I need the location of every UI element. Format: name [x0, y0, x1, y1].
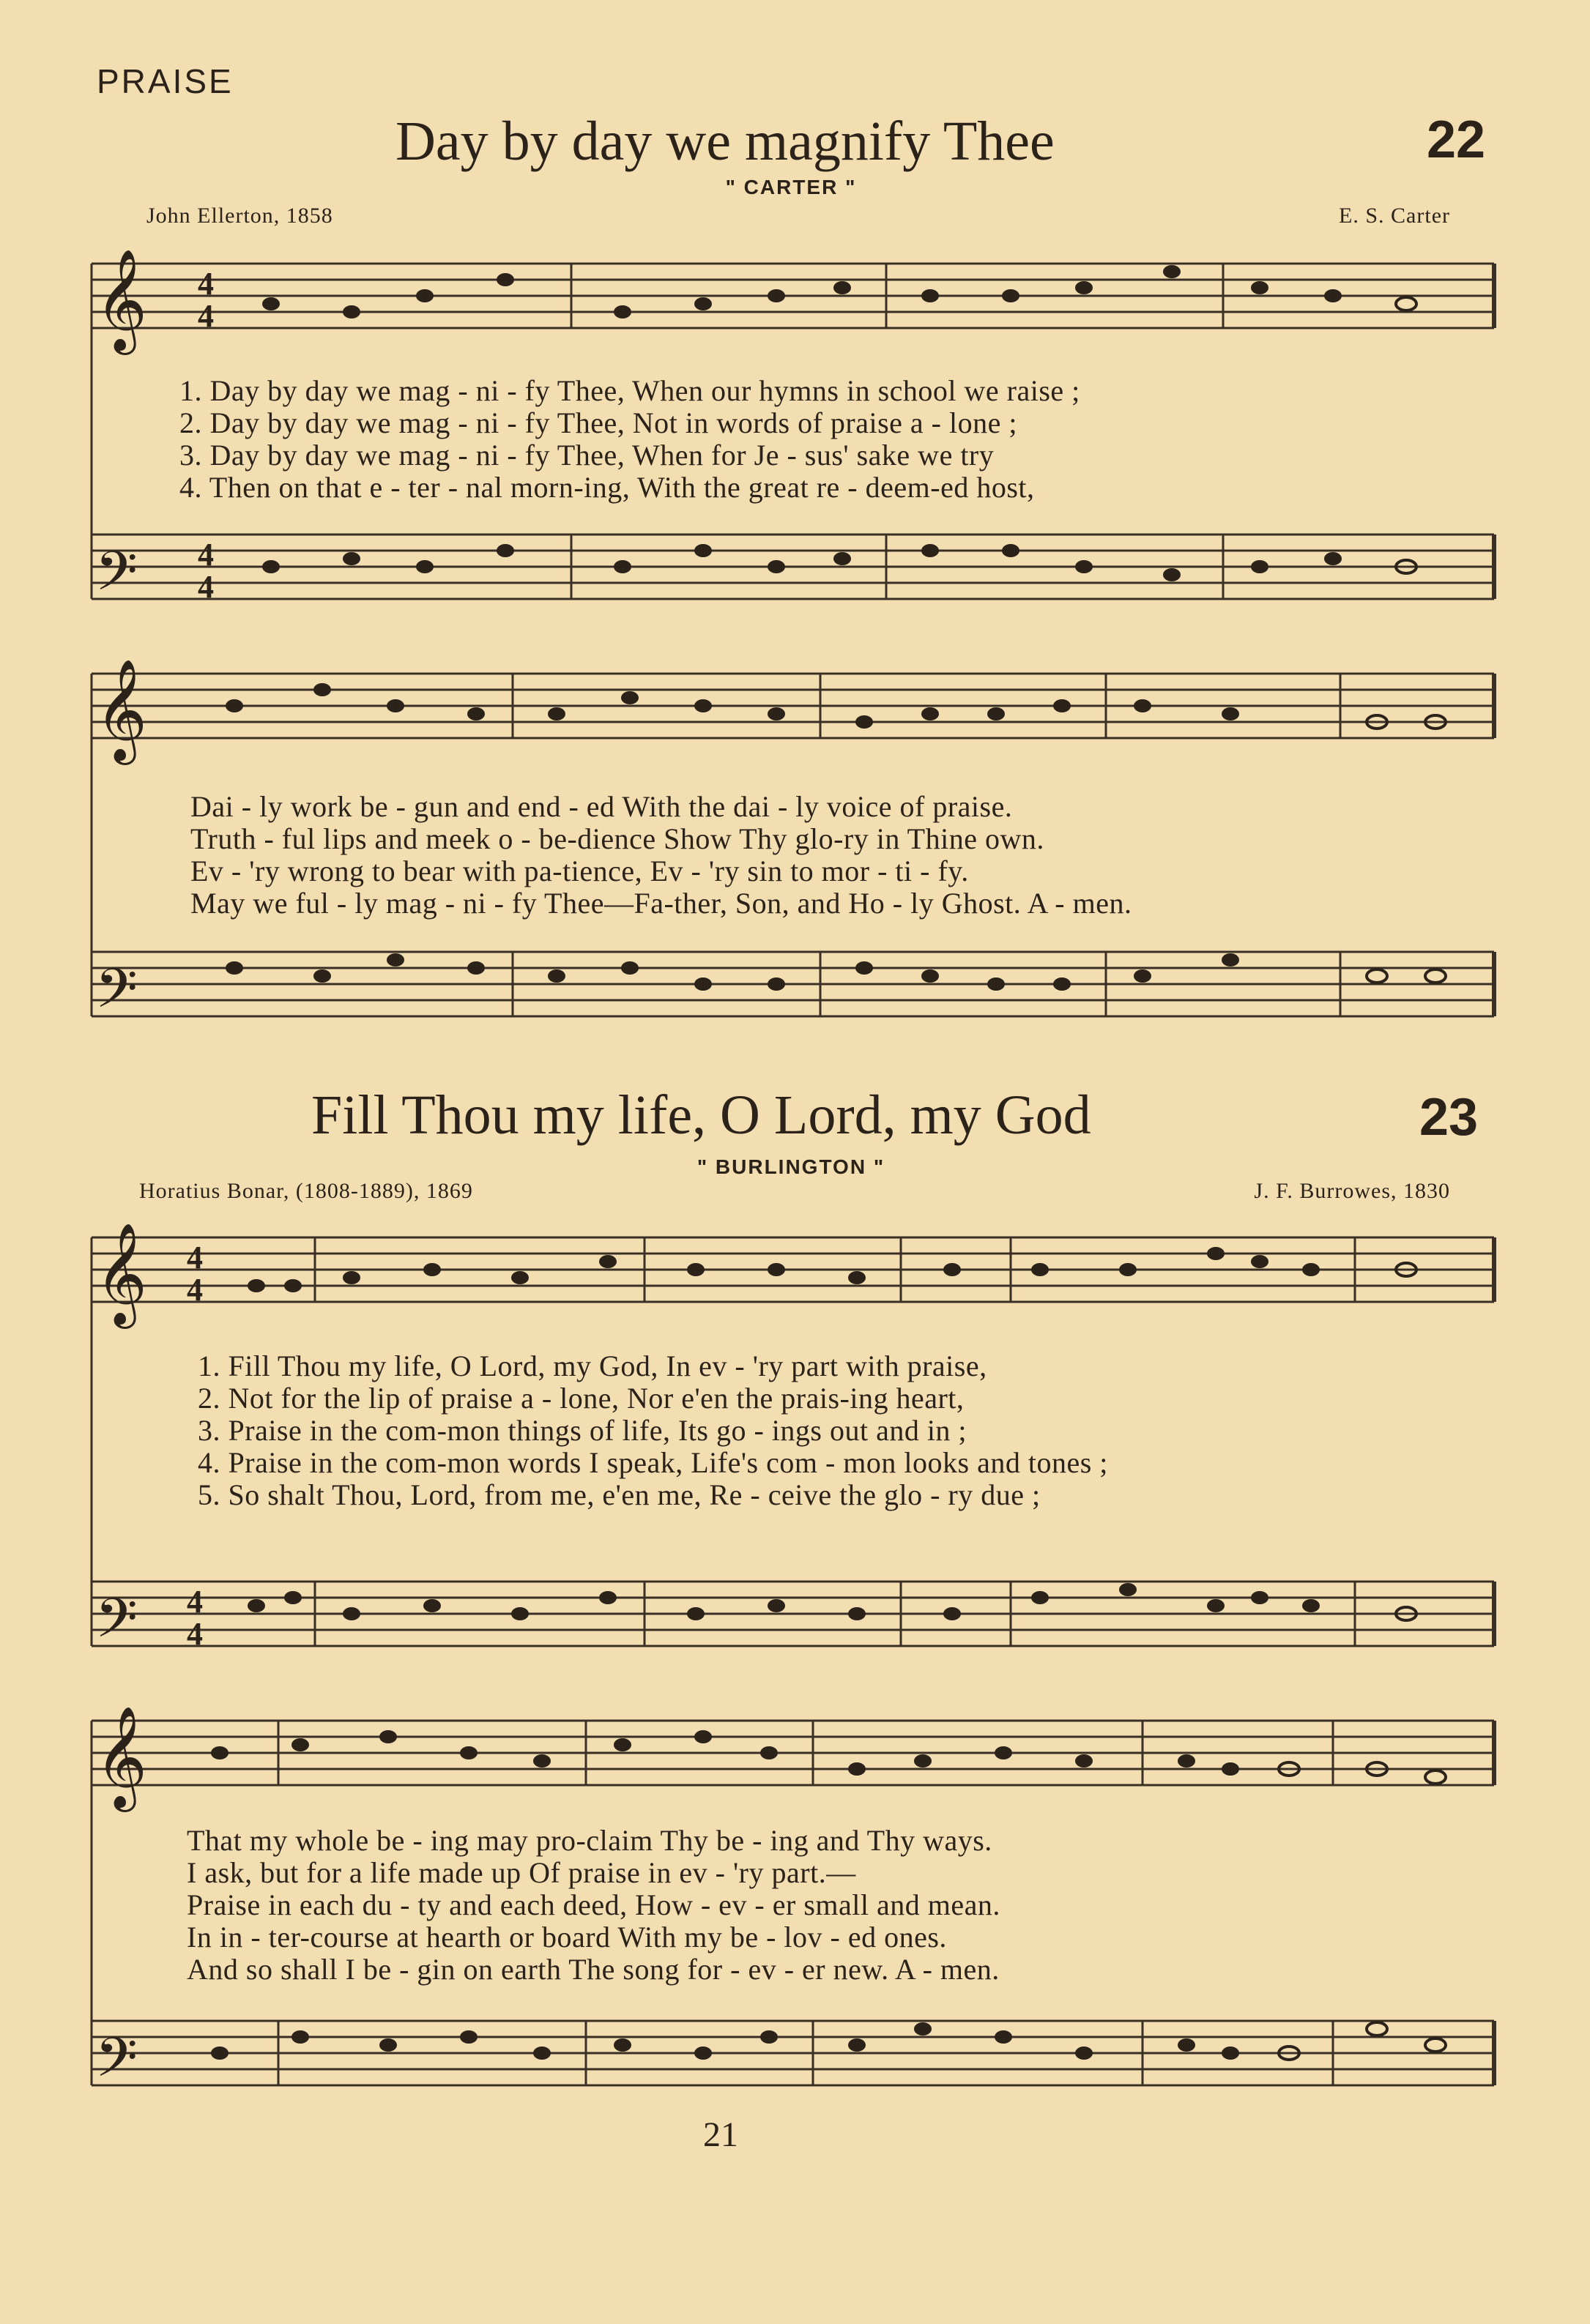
verse-line-4b: In in - ter-course at hearth or board With my be - lov - ed ones. [187, 1921, 947, 1954]
svg-text:4: 4 [187, 1584, 203, 1620]
verse-line-4b: May we ful - ly mag - ni - fy Thee—Fa-ther, Son, and Ho - ly Ghost. A - men. [190, 887, 1132, 920]
music-credit: J. F. Burrowes, 1830 [1254, 1179, 1450, 1203]
verse-line-3b: Ev - 'ry wrong to bear with pa-tience, Ev - 'ry sin to mor - ti - fy. [190, 854, 969, 887]
svg-text:4: 4 [187, 1616, 203, 1652]
verse-line-3a: 3. Day by day we mag - ni - fy Thee, When for Je - sus' sake we try [179, 439, 995, 472]
svg-text:4: 4 [198, 537, 214, 573]
svg-text:𝄞: 𝄞 [95, 1706, 147, 1808]
verse-line-5b: And so shall I be - gin on earth The song for - ev - er new. A - men. [187, 1953, 1000, 1986]
verse-line-4a: 4. Praise in the com-mon words I speak, Life's com - mon looks and tones ; [198, 1446, 1108, 1479]
words-credit: Horatius Bonar, (1808-1889), 1869 [139, 1179, 473, 1203]
words-credit: John Ellerton, 1858 [146, 204, 333, 228]
verse-line-2b: Truth - ful lips and meek o - be-dience Show Thy glo-ry in Thine own. [190, 822, 1044, 855]
section-label: PRAISE [97, 62, 234, 100]
svg-text:𝄢: 𝄢 [95, 1587, 138, 1664]
svg-text:𝄞: 𝄞 [95, 659, 147, 761]
music-credit: E. S. Carter [1339, 204, 1450, 228]
svg-text:4: 4 [187, 1272, 203, 1308]
svg-text:𝄞: 𝄞 [95, 249, 147, 351]
tune-name: " CARTER " [725, 176, 857, 198]
svg-text:4: 4 [198, 569, 214, 605]
svg-text:𝄞: 𝄞 [95, 1223, 147, 1325]
verse-line-1a: 1. Day by day we mag - ni - fy Thee, When our hymns in school we raise ; [179, 374, 1080, 407]
verse-line-3b: Praise in each du - ty and each deed, How - ev - er small and mean. [187, 1888, 1000, 1921]
hymn-number: 22 [1427, 111, 1486, 169]
hymn-22-score [0, 220, 1590, 1047]
hymn-number: 23 [1419, 1088, 1479, 1147]
svg-text:𝄢: 𝄢 [95, 2026, 138, 2101]
verse-line-4a: 4. Then on that e - ter - nal morn-ing, With the great re - deem-ed host, [179, 471, 1035, 504]
svg-text:4: 4 [187, 1240, 203, 1275]
hymn-title: Day by day we magnify Thee [395, 111, 1055, 172]
verse-line-1b: That my whole be - ing may pro-claim Thy be - ing and Thy ways. [187, 1824, 992, 1857]
verse-line-2a: 2. Not for the lip of praise a - lone, Nor e'en the prais-ing heart, [198, 1382, 965, 1415]
svg-text:4: 4 [198, 266, 214, 302]
hymn-title: Fill Thou my life, O Lord, my God [311, 1084, 1091, 1146]
svg-text:4: 4 [198, 298, 214, 334]
tune-name: " BURLINGTON " [696, 1155, 885, 1178]
verse-line-3a: 3. Praise in the com-mon things of life, Its go - ings out and in ; [198, 1414, 967, 1447]
svg-text:𝄢: 𝄢 [95, 540, 138, 617]
verse-line-5a: 5. So shalt Thou, Lord, from me, e'en me, Re - ceive the glo - ry due ; [198, 1478, 1041, 1511]
verse-line-2a: 2. Day by day we mag - ni - fy Thee, Not in words of praise a - lone ; [179, 406, 1017, 439]
verse-line-2b: I ask, but for a life made up Of praise in ev - 'ry part.— [187, 1856, 856, 1889]
page-number: 21 [703, 2115, 738, 2154]
verse-line-1b: Dai - ly work be - gun and end - ed With the dai - ly voice of praise. [190, 790, 1013, 823]
svg-text:𝄢: 𝄢 [95, 957, 138, 1034]
verse-line-1a: 1. Fill Thou my life, O Lord, my God, In ev - 'ry part with praise, [198, 1349, 987, 1382]
